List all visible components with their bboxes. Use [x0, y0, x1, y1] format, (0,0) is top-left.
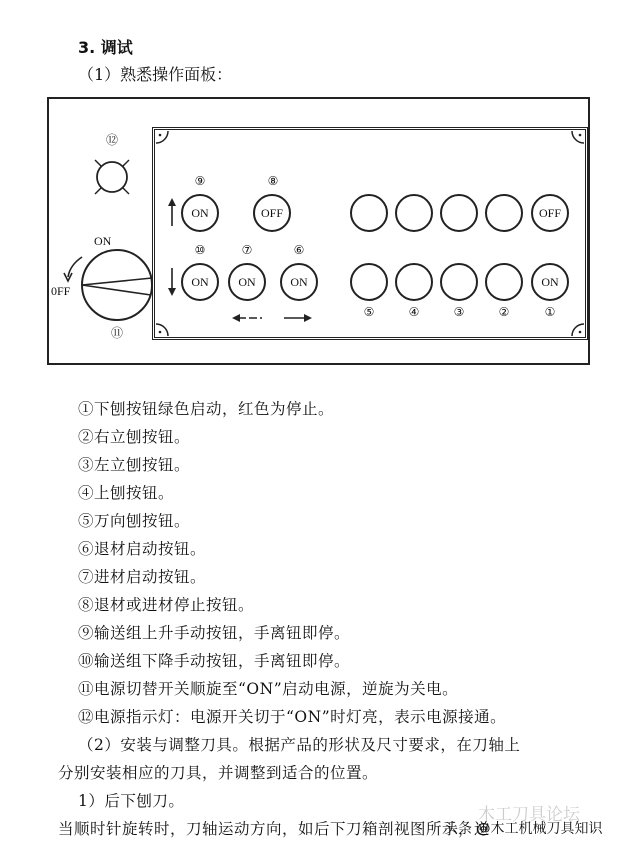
left-right-arrow-icons: [232, 312, 312, 324]
paragraph-line: 1）后下刨刀。: [78, 792, 185, 810]
button-1-number: ①: [544, 305, 556, 319]
top-plane-button[interactable]: [395, 263, 433, 301]
paragraph-line: 当顺时针旋转时，刀轴运动方向，如后下刀箱剖视图所示，逆: [58, 820, 491, 838]
legend-item: ⑥退材启动按钮。: [78, 540, 207, 558]
left-plane-top-button[interactable]: [440, 194, 478, 232]
legend-item: ③左立刨按钮。: [78, 456, 191, 474]
right-plane-button[interactable]: [485, 263, 523, 301]
legend-item: ⑪电源切替开关顺旋至“ON”启动电源，逆旋为关电。: [78, 680, 459, 698]
indicator-light-icon: [90, 155, 134, 199]
legend-item: ②右立刨按钮。: [78, 428, 191, 446]
paragraph-line: （2）安装与调整刀具。根据产品的形状及尺寸要求，在刀轴上: [78, 736, 521, 754]
top-plane-top-button[interactable]: [395, 194, 433, 232]
rotary-switch-number: ⑪: [110, 326, 123, 340]
button-5-number: ⑤: [363, 305, 375, 319]
universal-plane-top-button[interactable]: [350, 194, 388, 232]
faint-watermark: 木工刀具论坛: [478, 805, 580, 825]
rotary-switch[interactable]: [60, 245, 155, 325]
button-3-number: ③: [453, 305, 465, 319]
up-down-arrow-icons: [166, 196, 178, 302]
conveyor-up-button[interactable]: ON: [181, 194, 219, 232]
bottom-plane-start-button[interactable]: ON: [531, 263, 569, 301]
feed-stop-button[interactable]: OFF: [253, 194, 291, 232]
left-plane-button[interactable]: [440, 263, 478, 301]
rotary-switch-off-label: 0FF: [51, 284, 71, 298]
conveyor-down-button[interactable]: ON: [181, 263, 219, 301]
section-heading: 3. 调试: [78, 38, 133, 57]
button-7-number: ⑦: [241, 243, 253, 257]
bottom-plane-stop-button[interactable]: OFF: [531, 194, 569, 232]
universal-plane-button[interactable]: [350, 263, 388, 301]
paragraph-line: 分别安装相应的刀具，并调整到适合的位置。: [58, 764, 379, 782]
legend-item: ⑩输送组下降手动按钮，手离钮即停。: [78, 652, 351, 670]
legend-item: ④上刨按钮。: [78, 484, 175, 502]
right-plane-top-button[interactable]: [485, 194, 523, 232]
button-2-number: ②: [498, 305, 510, 319]
button-10-number: ⑩: [194, 243, 206, 257]
legend-item: ⑧退材或进材停止按钮。: [78, 596, 255, 614]
section-subheading: （1）熟悉操作面板：: [78, 65, 233, 84]
legend-item: ⑦进材启动按钮。: [78, 568, 207, 586]
button-8-number: ⑧: [267, 174, 279, 188]
watermark: 头条 @木工机械刀具知识: [444, 821, 603, 837]
rotary-switch-on-label: ON: [94, 234, 112, 248]
button-6-number: ⑥: [293, 243, 305, 257]
button-9-number: ⑨: [194, 174, 206, 188]
retract-start-button[interactable]: ON: [280, 263, 318, 301]
legend-item: ⑤万向刨按钮。: [78, 512, 191, 530]
legend-item: ⑫电源指示灯：电源开关切于“ON”时灯亮，表示电源接通。: [78, 708, 507, 726]
legend-item: ⑨输送组上升手动按钮，手离钮即停。: [78, 624, 351, 642]
indicator-light-number: ⑫: [105, 133, 118, 147]
button-4-number: ④: [408, 305, 420, 319]
feed-start-button[interactable]: ON: [228, 263, 266, 301]
legend-item: ①下刨按钮绿色启动，红色为停止。: [78, 400, 335, 418]
